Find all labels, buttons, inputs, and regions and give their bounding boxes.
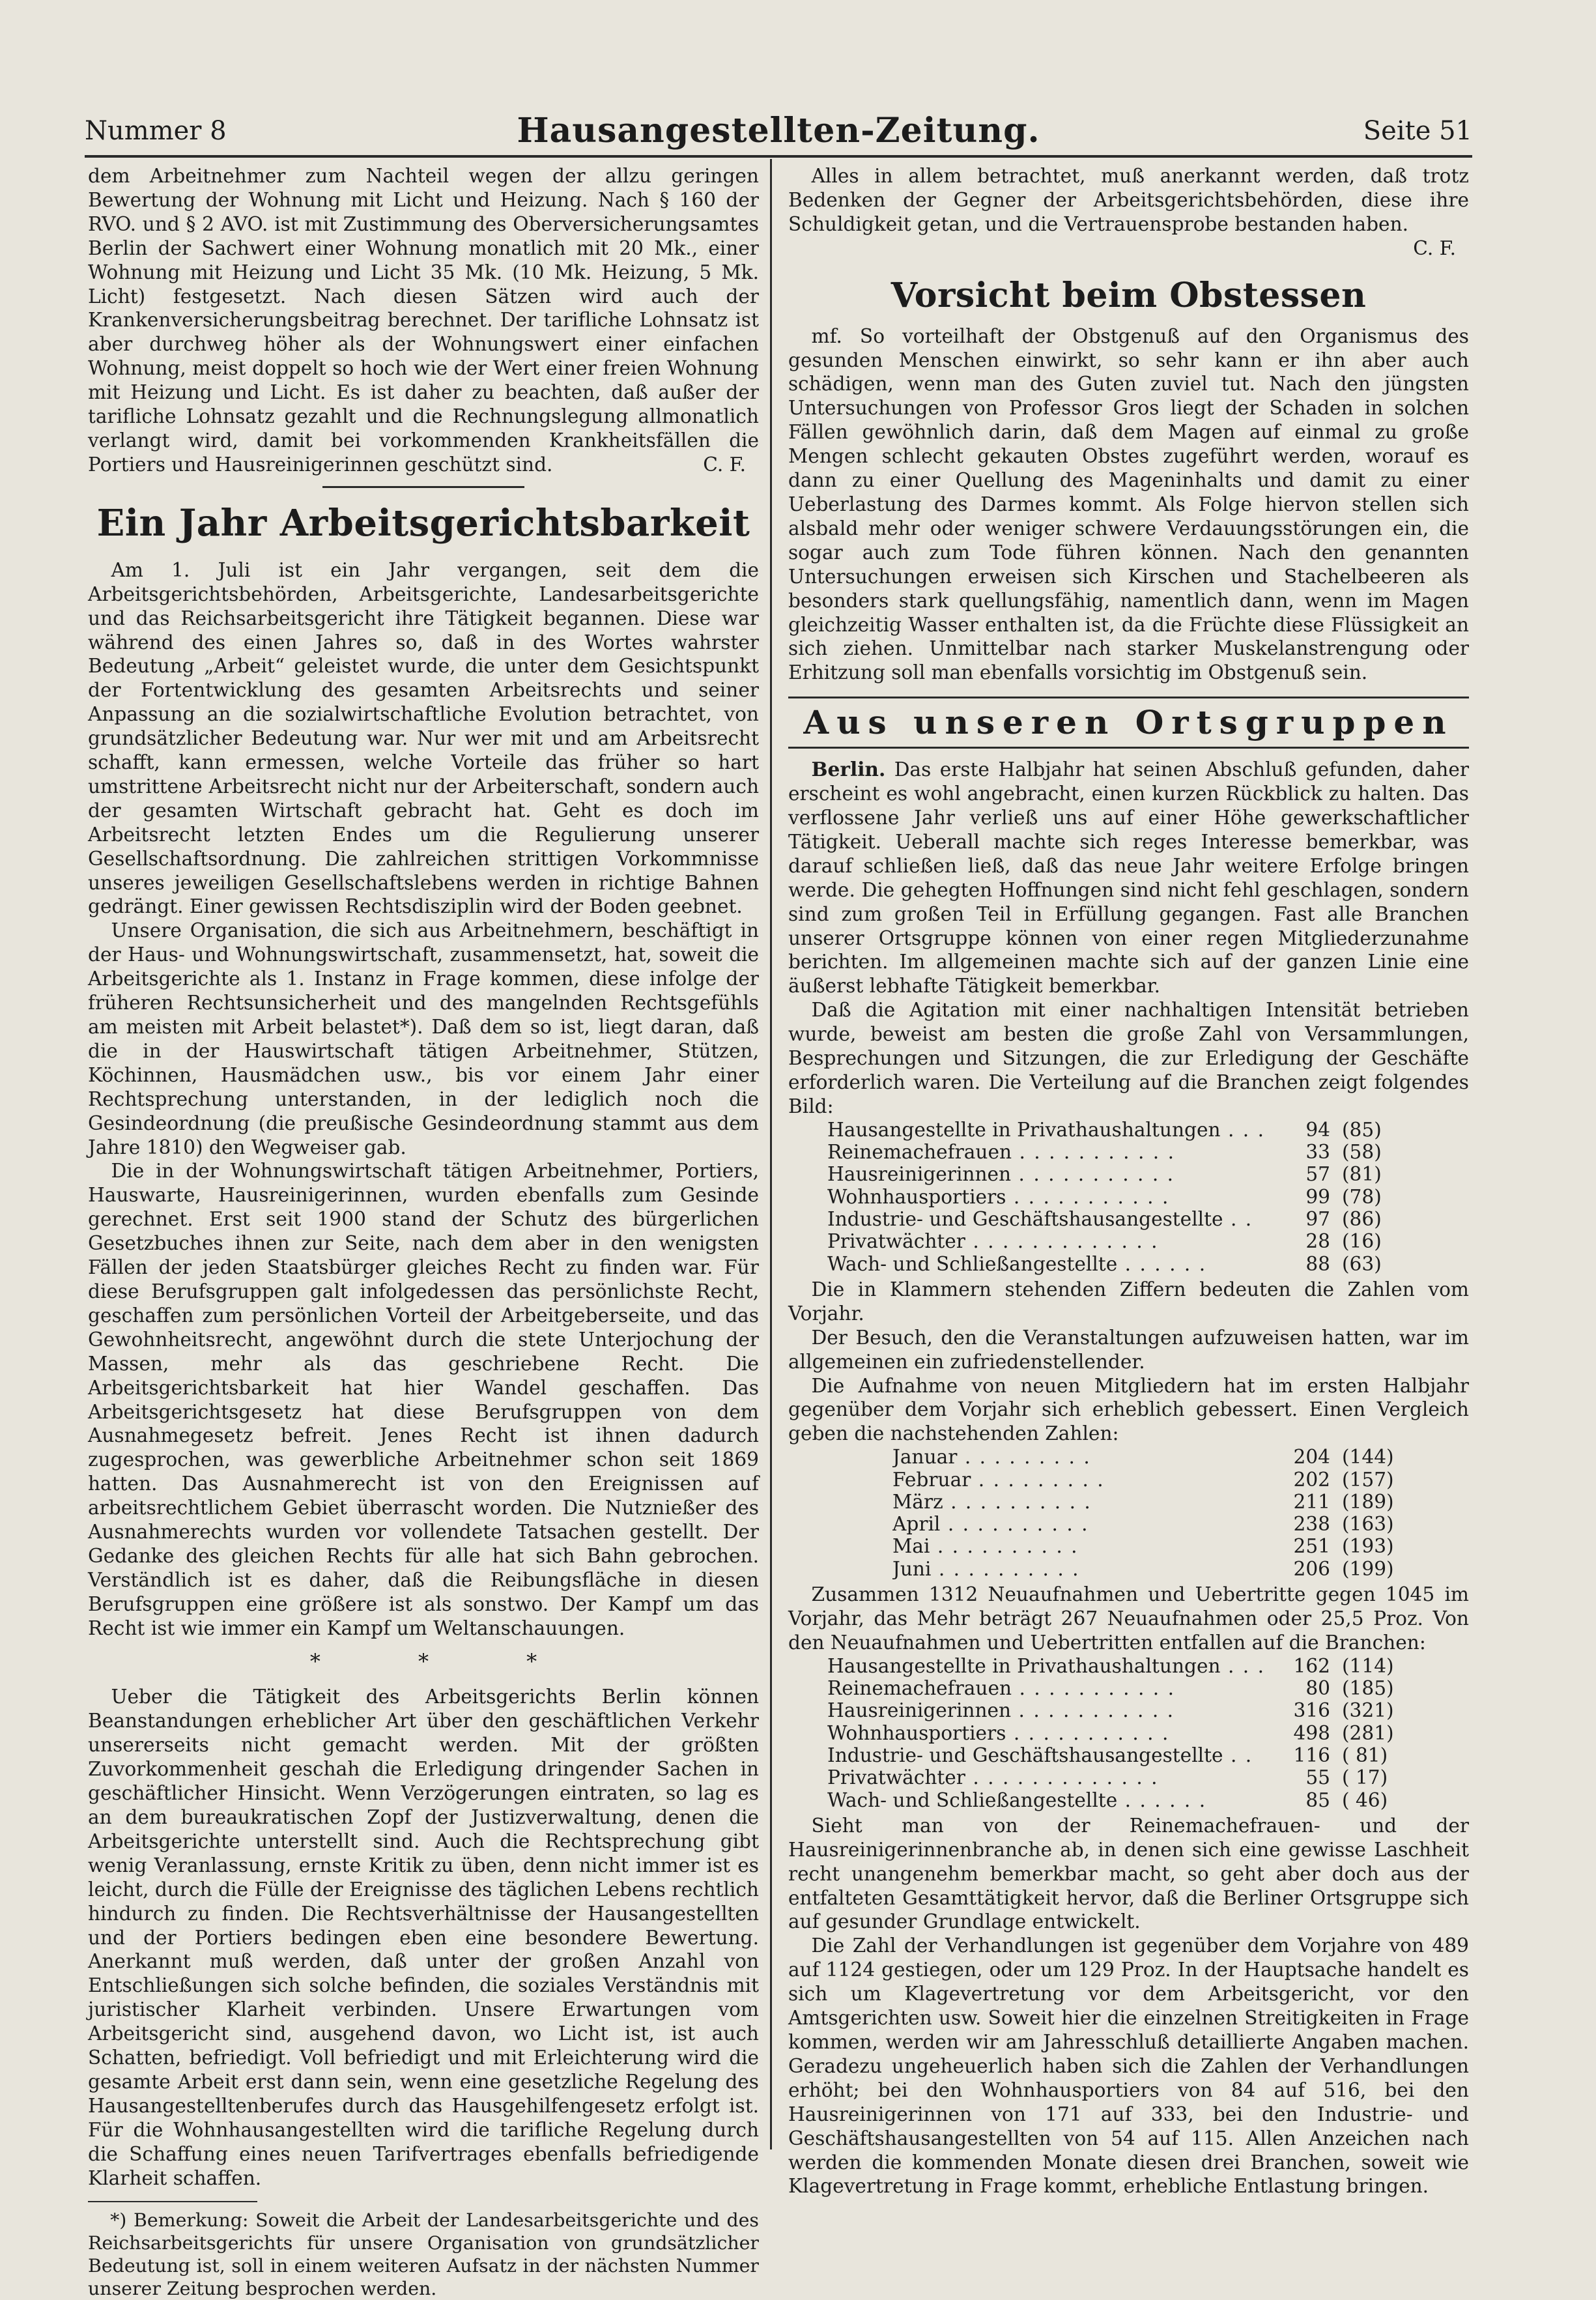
row-previous-year: (281): [1342, 1721, 1394, 1744]
header-rule: [85, 155, 1472, 158]
leader-dots: . . . . . . . . . . .: [1006, 1721, 1170, 1744]
section-box-bottom-rule: [788, 747, 1469, 749]
report-paragraph: Die Zahl der Verhandlungen ist gegenüber dem Vorjahre von 489 auf 1124 gestiegen, oder um 129 Proz. In der Hauptsache handelt es sich um Klagevertretung vor dem Arbeitsgericht, vor den Amtsgerichten usw. Soweit hier die einzelnen Streitigkeiten in Frage kommen, werden wir am Jahresschluß detaillierte Angaben machen. Geradezu ungeheuerlich haben sich die Zahlen der Verhandlungen erhöht; bei den Wohnhausportiers von 84 auf 516, bei den Hausreinigerinnen von 171 auf 333, bei den Industrie- und Geschäftshausangestellten von 54 auf 115. Allen Anzeichen nach werden die kommenden Monate diesen drei Branchen, soweit wie Klagevertretung in Frage kommt, erhebliche Entlastung bringen.: [788, 1934, 1469, 2198]
row-previous-year: ( 46): [1342, 1789, 1388, 1811]
leader-dots: . . .: [1220, 1654, 1266, 1677]
row-value: 88: [1305, 1252, 1330, 1275]
table-row: [827, 1163, 1401, 1185]
city-name: Berlin.: [811, 758, 886, 781]
row-label: Reinemachefrauen: [827, 1141, 1012, 1164]
row-value: 99: [1305, 1185, 1330, 1208]
row-previous-year: (321): [1342, 1699, 1394, 1722]
row-previous-year: (58): [1342, 1141, 1382, 1164]
row-previous-year: (193): [1342, 1535, 1394, 1558]
row-label: Februar: [892, 1468, 971, 1491]
article-paragraph: mf. So vorteilhaft der Obstgenuß auf den Organismus des gesunden Menschen einwirkt, so sehr kann er ihn aber auch schädigen, wenn man des Guten zuviel tut. Nach den jüngsten Untersuchungen von Professor Gros liegt der Schaden in solchen Fällen gewöhnlich darin, daß dem Magen auf einmal zu große Mengen schlecht gekauten Obstes zugeführt werden, worauf es dann zu einer Quellung des Mageninhalts und damit zu einer Ueberlastung des Darmes kommt. Als Folge hiervon stellen sich alsbald mehr oder weniger schwere Verdauungsstörungen ein, die sogar auch zum Tode führen können. Nach den genannten Untersuchungen erweisen sich Kirschen und Stachelbeeren als besonders stark quellungsfähig, namentlich dann, wenn im Magen gleichzeitig Wasser enthalten ist, da die Früchte diese Flüssigkeit an sich ziehen. Unmittelbar nach starker Muskelanstrengung oder Erhitzung soll man ebenfalls vorsichtig im Obstgenuß sein.: [788, 324, 1469, 684]
row-label: Hausreinigerinnen: [827, 1163, 1012, 1186]
row-label: Hausangestellte in Privathaushaltungen: [827, 1654, 1221, 1677]
article-paragraph: Die in der Wohnungswirtschaft tätigen Arbeitnehmer, Portiers, Hauswarte, Hausreinigerinnen, wurden ebenfalls zum Gesinde gerechnet. Erst seit 1900 stand der Schutz des bürgerlichen Gesetzbuches ihnen zur Seite, nach dem aber in den wenigsten Fällen der jeden Staatsbürger gleiches Recht zu finden war. Für diese Berufsgruppen galt infolgedessen das persönlichste Recht, geschaffen zum persönlichen Vorteil der Arbeitgeberseite, und das Gewohnheitsrecht, angewöhnt durch die stete Unterjochung der Massen, mehr als das geschriebene Recht. Die Arbeitsgerichtsbarkeit hat hier Wandel geschaffen. Das Arbeitsgerichtsgesetz hat diese Berufsgruppen von dem Ausnahmegesetz befreit. Jenes Recht ist ihnen dadurch zugesprochen, was gewerbliche Arbeitnehmer schon seit 1869 hatten. Das Ausnahmerecht ist von den Ereignissen auf arbeitsrechtlichem Gebiet überrascht worden. Die Nutznießer des Ausnahmerechts wurden vor vollendete Tatsachen gestellt. Der Gedanke des gleichen Rechts für alle hat sich Bahn gebrochen. Verständlich ist es daher, daß die Reibungsfläche in diesen Berufsgruppen eine größere ist als sonstwo. Der Kampf um das Recht ist wie immer ein Kampf um Weltanschauungen.: [88, 1160, 759, 1639]
article-paragraph: Ueber die Tätigkeit des Arbeitsgerichts Berlin können Beanstandungen erheblicher Art über den geschäftlichen Verkehr unsererseits nicht gemacht werden. Mit der größten Zuvorkommenheit geschah die Erledigung dringender Sachen in geschäftlicher Hinsicht. Wenn Verzögerungen eintraten, so lag es an dem bureaukratischen Zopf der Justizverwaltung, denen die Arbeitsgerichte unterstellt sind. Auch die Rechtsprechung gibt wenig Veranlassung, ernste Kritik zu üben, denn nicht immer ist es leicht, durch die Fülle der Ereignisse des täglichen Lebens rechtlich hindurch zu finden. Die Rechtsverhältnisse der Hausangestellten und der Portiers bedingen eben eine besondere Bewertung. Anerkannt muß werden, daß unter der großen Anzahl von Entschließungen sich solche befinden, die soziales Verständnis mit juristischer Klarheit verbinden. Unsere Erwartungen vom Arbeitsgericht sind, ausgehend davon, wo Licht ist, ist auch Schatten, befriedigt. Voll befriedigt und mit Erleichterung wird die gesamte Arbeit erst dann sein, wenn eine gesetzliche Regelung des Hausangestelltenberufes durch das Hausgehilfengesetz erfolgt ist. Für die Wohnhausangestellten wird die tarifliche Regelung durch die Schaffung eines neuen Tarifvertrages ebenfalls befriedigende Klarheit schaffen.: [88, 1686, 759, 2189]
row-label: Wohnhausportiers: [827, 1721, 1006, 1744]
leader-dots: . . . . . . . . . .: [943, 1490, 1092, 1513]
report-paragraph: Sieht man von der Reinemachefrauen- und der Hausreinigerinnenbranche ab, in denen sich eine gewisse Laschheit recht unangenehm bemerkbar macht, so geht aber doch aus der entfalteten Gesamttätigkeit hervor, daß die Berliner Ortsgruppe sich auf gesunder Grundlage entwickelt.: [788, 1814, 1469, 1933]
table-row: [827, 1722, 1401, 1744]
row-label: Industrie- und Geschäftshausangestellte: [827, 1208, 1223, 1230]
leader-dots: . . . . . .: [1117, 1789, 1207, 1811]
row-value: 204: [1293, 1446, 1330, 1469]
column-divider: [770, 159, 772, 2149]
row-value: 251: [1293, 1535, 1330, 1558]
table-row: [827, 1253, 1401, 1275]
section-title: Aus unseren Ortsgruppen: [803, 703, 1454, 742]
row-label: Wach- und Schließangestellte: [827, 1789, 1118, 1811]
table-row: [892, 1535, 1401, 1557]
row-label: Juni: [892, 1557, 932, 1580]
leader-dots: . . . . . . . . .: [957, 1446, 1091, 1469]
row-value: 80: [1305, 1677, 1330, 1700]
row-previous-year: (189): [1342, 1490, 1394, 1513]
meetings-table: [827, 1119, 1401, 1275]
report-paragraph: Der Besuch, den die Veranstaltungen aufzuweisen hatten, war im allgemeinen ein zufriedenstellender.: [788, 1326, 1469, 1373]
row-value: 316: [1293, 1699, 1330, 1722]
row-previous-year: (16): [1342, 1230, 1382, 1253]
leader-dots: . .: [1223, 1744, 1253, 1766]
row-label: Wach- und Schließangestellte: [827, 1252, 1118, 1275]
leader-dots: . . . . . . . . . .: [931, 1557, 1080, 1580]
row-value: 94: [1305, 1118, 1330, 1141]
row-previous-year: ( 81): [1342, 1744, 1388, 1766]
leader-dots: . . . . . . . . . . .: [1011, 1699, 1175, 1722]
row-value: 116: [1293, 1744, 1330, 1766]
article-paragraph: Unsere Organisation, die sich aus Arbeitnehmern, beschäftigt in der Haus- und Wohnungswirtschaft, zusammensetzt, hat, soweit die Arbeitsgerichte als 1. Instanz in Frage kommen, diese infolge der früheren Rechtsunsicherheit und des mangelnden Rechtsgefühls am meisten mit Arbeit belastet*). Daß dem so ist, liegt daran, daß die in der Hauswirtschaft tätigen Arbeitnehmer, Stützen, Köchinnen, Hausmädchen usw., bis vor einem Jahr einer Rechtsprechung unterstanden, in der lediglich noch die Gesindeordnung (die preußische Gesindeordnung stammt aus dem Jahre 1810) den Wegweiser gab.: [88, 919, 759, 1158]
table-row: [892, 1558, 1401, 1580]
row-value: 33: [1305, 1141, 1330, 1164]
report-paragraph: Berlin. Das erste Halbjahr hat seinen Abschluß gefunden, daher erscheint es wohl angebracht, einen kurzen Rückblick zu halten. Das verflossene Jahr verließ uns auf einer Höhe gewerkschaftlicher Tätigkeit. Ueberall machte sich reges Interesse bemerkbar, was darauf schließen ließ, daß das neue Jahr weitere Erfolge bringen werde. Die gehegten Hoffnungen sind nicht fehl geschlagen, sondern sind zum großen Teil in Erfüllung gegangen. Fast alle Branchen unserer Ortsgruppe können von einer regen Mitgliederzunahme berichten. Im allgemeinen machte sich auf der ganzen Linie eine äußerst lebhafte Tätigkeit bemerkbar.: [788, 758, 1469, 998]
row-previous-year: (163): [1342, 1513, 1394, 1536]
table-row: [827, 1141, 1401, 1163]
table-row: [827, 1677, 1401, 1699]
table-row: [892, 1491, 1401, 1513]
row-value: 202: [1293, 1468, 1330, 1491]
leader-dots: . . . . . . . . . .: [940, 1513, 1089, 1536]
row-previous-year: (78): [1342, 1185, 1382, 1208]
branches-members-table: [827, 1655, 1401, 1811]
row-label: Industrie- und Geschäftshausangestellte: [827, 1744, 1223, 1766]
row-label: April: [892, 1513, 941, 1536]
leader-dots: . . . . . . . . . . .: [1012, 1677, 1176, 1700]
row-previous-year: (86): [1342, 1208, 1382, 1230]
report-paragraph: Die Aufnahme von neuen Mitgliedern hat im ersten Halbjahr gegenüber dem Vorjahr sich erheblich gebessert. Einen Vergleich geben die nachstehenden Zahlen:: [788, 1374, 1469, 1445]
table-row: [827, 1699, 1401, 1721]
section-separator: * * *: [309, 1648, 583, 1674]
article-title: Vorsicht beim Obstessen: [891, 275, 1367, 315]
footnote: *) Bemerkung: Soweit die Arbeit der Landesarbeitsgerichte und des Reichsarbeitsgerichts für unsere Organisation von grundsätzlicher Bedeutung ist, soll in einem weiteren Aufsatz in der nächsten Nummer unserer Zeitung besprochen werden.: [88, 2209, 759, 2299]
signature: C. F.: [1413, 237, 1456, 259]
row-previous-year: (157): [1342, 1468, 1394, 1491]
right-column: [788, 164, 1469, 2198]
table-row: [827, 1766, 1401, 1789]
row-value: 206: [1293, 1557, 1330, 1580]
report-paragraph: Daß die Agitation mit einer nachhaltigen Intensität betrieben wurde, beweist am besten die große Zahl von Versammlungen, Besprechungen und Sitzungen, die zur Erledigung der Geschäfte erforderlich waren. Die Verteilung auf die Branchen zeigt folgendes Bild:: [788, 999, 1469, 1117]
row-label: Wohnhausportiers: [827, 1185, 1006, 1208]
article-paragraph: Am 1. Juli ist ein Jahr vergangen, seit dem die Arbeitsgerichtsbehörden, Arbeitsgerichte, Landesarbeitsgerichte und das Reichsarbeitsgericht ihre Tätigkeit begannen. Diese war während des einen Jahres so, daß in des Wortes wahrster Bedeutung „Arbeit“ geleistet wurde, die unter dem Gesichtspunkt der Fortentwicklung des gesamten Arbeitsrechts und seiner Anpassung an die sozialwirtschaftliche Evolution betrachtet, von grundsätzlicher Bedeutung war. Nur wer mit und am Arbeitsrecht schafft, kann ermessen, welche Vorteile das früher so hart umstrittene Arbeitsrecht nicht nur der Arbeiterschaft, sondern auch der gesamten Wirtschaft gebracht hat. Geht es doch im Arbeitsrecht letzten Endes um die Regulierung unserer Gesellschaftsordnung. Die zahlreichen strittigen Vorkommnisse unseres jeweiligen Gesellschaftslebens werden in richtige Bahnen gedrängt. Einer gewissen Rechtsdisziplin wird der Boden geebnet.: [88, 558, 759, 918]
table-row: [827, 1789, 1401, 1811]
report-paragraph: Zusammen 1312 Neuaufnahmen und Uebertritte gegen 1045 im Vorjahr, das Mehr beträgt 267 Neuaufnahmen oder 25,5 Proz. Von den Neuaufnahmen und Uebertritten entfallen auf die Branchen:: [788, 1583, 1469, 1654]
intro-paragraph: Alles in allem betrachtet, muß anerkannt werden, daß trotz Bedenken der Gegner der Arbeitsgerichtsbehörden, diese ihre Schuldigkeit getan, und die Vertrauensprobe bestanden haben. C. F.: [788, 165, 1469, 259]
row-value: 162: [1293, 1654, 1330, 1677]
row-value: 97: [1305, 1208, 1330, 1230]
leader-dots: . . . . . . . . .: [971, 1468, 1105, 1491]
page-number: Seite 51: [1363, 116, 1472, 146]
row-previous-year: (144): [1342, 1446, 1394, 1469]
row-label: Januar: [892, 1446, 958, 1469]
leader-dots: . . . . . . . . . . .: [1012, 1141, 1176, 1164]
newspaper-title: Hausangestellten-Zeitung.: [517, 111, 1040, 151]
row-label: Reinemachefrauen: [827, 1677, 1012, 1700]
row-value: 498: [1293, 1721, 1330, 1744]
row-value: 85: [1305, 1789, 1330, 1811]
table-row: [827, 1655, 1401, 1677]
leader-dots: . . . . . . . . . . . . .: [965, 1766, 1159, 1789]
table-row: [892, 1513, 1401, 1535]
leader-dots: . . . . . . . . . . . . .: [965, 1230, 1159, 1253]
footnote-rule: [88, 2201, 257, 2202]
running-head: [85, 111, 1472, 155]
table-row: [827, 1744, 1401, 1766]
row-previous-year: (185): [1342, 1677, 1394, 1700]
left-column: [88, 164, 759, 2300]
row-previous-year: (63): [1342, 1252, 1382, 1275]
row-label: Privatwächter: [827, 1766, 965, 1789]
leader-dots: . .: [1223, 1208, 1253, 1230]
leader-dots: . . .: [1220, 1118, 1266, 1141]
signature: C. F.: [703, 453, 746, 476]
table-row: [892, 1446, 1401, 1468]
row-value: 55: [1305, 1766, 1330, 1789]
article-title: Ein Jahr Arbeitsgerichtsbarkeit: [96, 501, 750, 545]
row-label: Hausangestellte in Privathaushaltungen: [827, 1118, 1221, 1141]
row-previous-year: (114): [1342, 1654, 1394, 1677]
issue-number: Nummer 8: [85, 116, 227, 146]
row-label: Mai: [892, 1535, 930, 1558]
table-row: [827, 1119, 1401, 1141]
leader-dots: . . . . . . . . . . .: [1006, 1185, 1170, 1208]
section-divider: [322, 486, 524, 488]
leader-dots: . . . . . . . . . . .: [1011, 1163, 1175, 1186]
table-row: [827, 1230, 1401, 1252]
report-paragraph: Die in Klammern stehenden Ziffern bedeuten die Zahlen vom Vorjahr.: [788, 1278, 1469, 1325]
row-previous-year: (81): [1342, 1163, 1382, 1186]
table-row: [892, 1469, 1401, 1491]
row-value: 238: [1293, 1513, 1330, 1536]
row-value: 57: [1305, 1163, 1330, 1186]
leader-dots: . . . . . .: [1117, 1252, 1207, 1275]
row-value: 28: [1305, 1230, 1330, 1253]
row-previous-year: (85): [1342, 1118, 1382, 1141]
intro-paragraph: dem Arbeitnehmer zum Nachteil wegen der allzu geringen Bewertung der Wohnung mit Licht und Heizung. Nach § 160 der RVO. und § 2 AVO. ist mit Zustimmung des Oberversicherungsamtes Berlin der Sachwert einer Wohnung monatlich mit 20 Mk., einer Wohnung mit Heizung und Licht 35 Mk. (10 Mk. Heizung, 5 Mk. Licht) festgesetzt. Nach diesen Sätzen wird auch der Krankenversicherungsbeitrag berechnet. Der tarifliche Lohnsatz ist aber durchweg höher als der Wohnungswert einer einfachen Wohnung, meist doppelt so hoch wie der Wert einer freien Wohnung mit Heizung und Licht. Es ist daher zu beachten, daß außer der tarifliche Lohnsatz gezahlt und die Rechnungslegung allmonatlich verlangt wird, damit bei vorkommenden Krankheitsfällen die Portiers und Hausreinigerinnen geschützt sind. C. F.: [88, 165, 759, 476]
row-value: 211: [1293, 1490, 1330, 1513]
leader-dots: . . . . . . . . . .: [930, 1535, 1079, 1558]
table-row: [827, 1186, 1401, 1208]
table-row: [827, 1208, 1401, 1230]
row-label: März: [892, 1490, 943, 1513]
row-label: Privatwächter: [827, 1230, 965, 1253]
monthly-members-table: [892, 1446, 1401, 1580]
row-previous-year: ( 17): [1342, 1766, 1388, 1789]
row-label: Hausreinigerinnen: [827, 1699, 1012, 1722]
row-previous-year: (199): [1342, 1557, 1394, 1580]
